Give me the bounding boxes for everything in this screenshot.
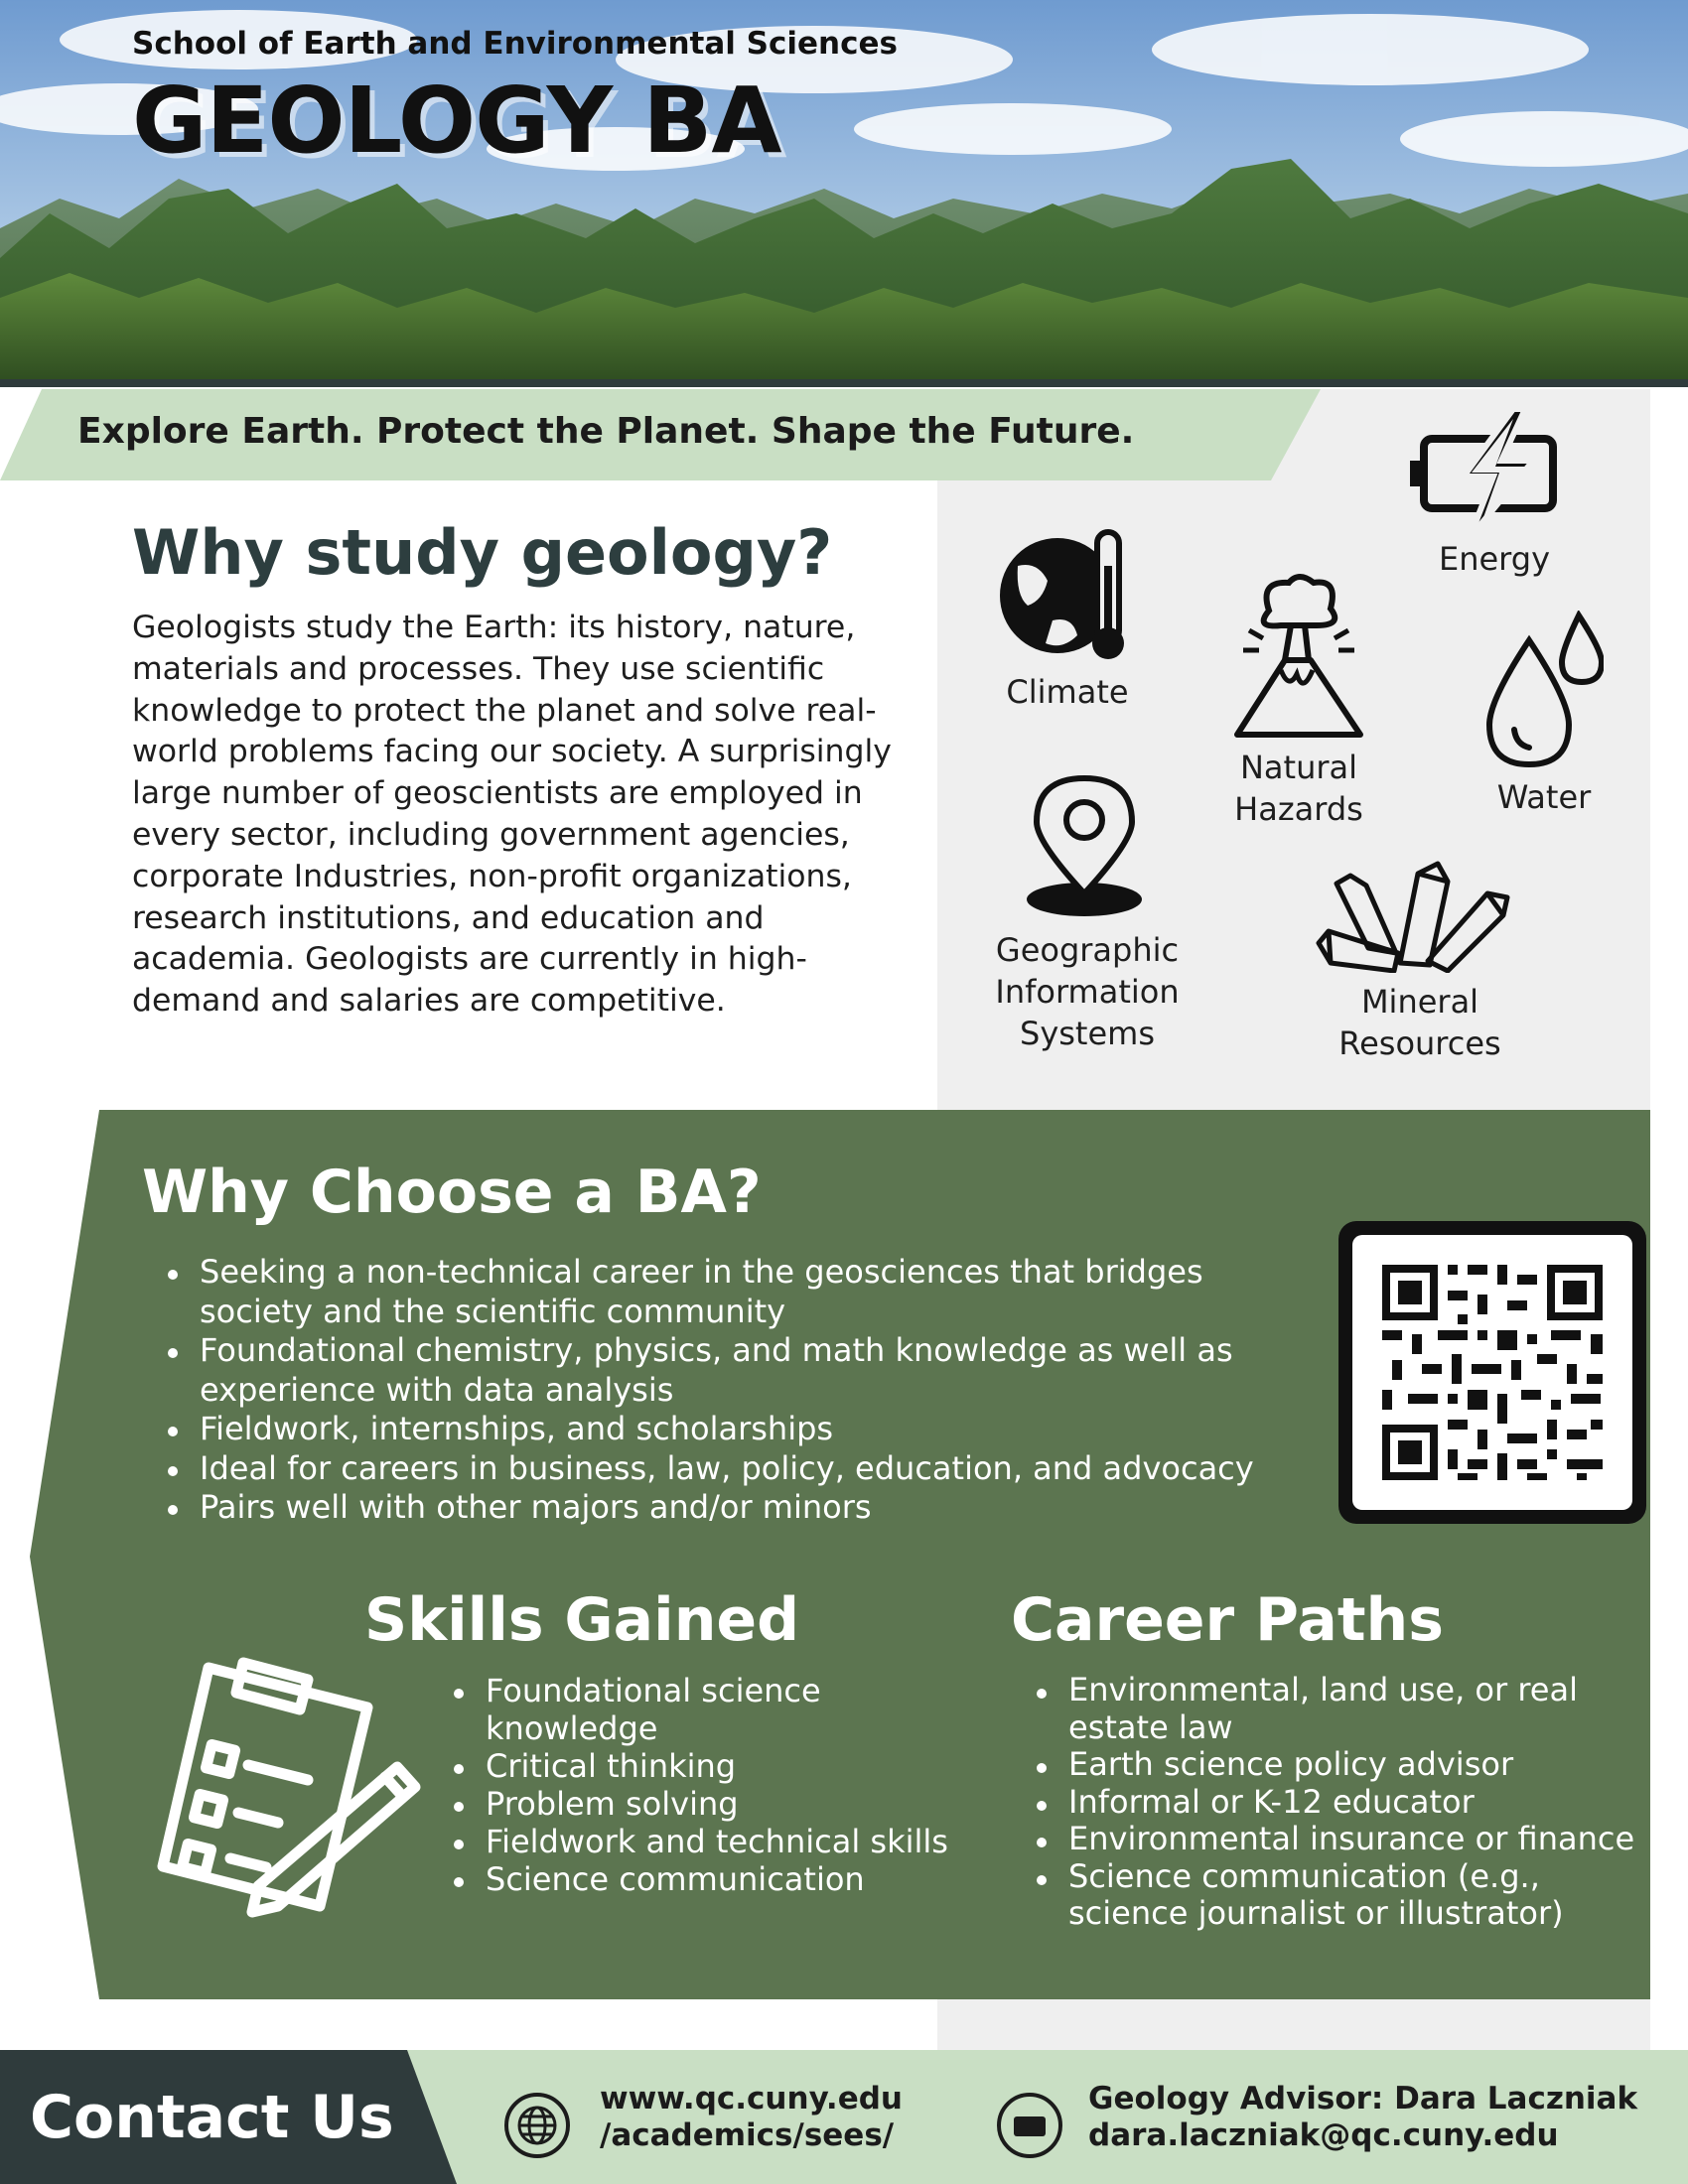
list-item: Environmental, land use, or real estate law bbox=[1031, 1672, 1666, 1746]
list-item: Science communication (e.g., science journalist or illustrator) bbox=[1031, 1858, 1666, 1933]
topic-hazards-line-2: Hazards bbox=[1234, 790, 1363, 828]
why-ba-list bbox=[162, 1253, 1324, 1528]
list-item: Critical thinking bbox=[448, 1747, 964, 1785]
advisor-name: Geology Advisor: Dara Laczniak bbox=[1088, 2081, 1638, 2116]
list-item: Foundational chemistry, physics, and math knowledge as well as experience with data analysis bbox=[162, 1331, 1324, 1410]
email-icon bbox=[997, 2093, 1062, 2158]
topic-mineral-label bbox=[1321, 981, 1519, 1064]
advisor-email[interactable]: dara.laczniak@qc.cuny.edu bbox=[1088, 2117, 1559, 2153]
topic-water-label: Water bbox=[1496, 778, 1592, 816]
list-item: Seeking a non-technical career in the geosciences that bridges society and the scientific community bbox=[162, 1253, 1324, 1331]
list-item: Fieldwork and technical skills bbox=[448, 1823, 964, 1860]
topic-climate-label: Climate bbox=[1006, 673, 1129, 711]
water-drops-icon bbox=[1475, 611, 1604, 769]
why-study-heading: Why study geology? bbox=[132, 516, 833, 589]
topic-gis-label bbox=[978, 929, 1196, 1054]
school-name: School of Earth and Environmental Sciences bbox=[132, 26, 898, 62]
career-heading: Career Paths bbox=[1011, 1585, 1444, 1655]
topic-hazards-label bbox=[1224, 747, 1373, 830]
hero-divider bbox=[0, 379, 1688, 387]
crystals-icon bbox=[1309, 854, 1519, 973]
globe-icon bbox=[504, 2093, 570, 2158]
qr-code[interactable] bbox=[1352, 1235, 1632, 1510]
career-list bbox=[1031, 1672, 1666, 1933]
why-ba-heading: Why Choose a BA? bbox=[142, 1158, 762, 1227]
topic-hazards-line-1: Natural bbox=[1239, 749, 1358, 786]
topic-energy-label: Energy bbox=[1438, 540, 1551, 578]
topic-gis-line-2: Information bbox=[995, 973, 1180, 1011]
tagline: Explore Earth. Protect the Planet. Shape the Future. bbox=[77, 411, 1135, 452]
website-line-1[interactable]: www.qc.cuny.edu bbox=[600, 2081, 903, 2116]
website-link[interactable] bbox=[600, 2081, 917, 2154]
page-title: GEOLOGY BA bbox=[132, 68, 781, 174]
list-item: Ideal for careers in business, law, policy, education, and advocacy bbox=[162, 1449, 1324, 1489]
topic-mineral-line-2: Resources bbox=[1338, 1024, 1501, 1062]
volcano-icon bbox=[1229, 571, 1368, 740]
list-item: Informal or K-12 educator bbox=[1031, 1784, 1666, 1822]
list-item: Foundational science knowledge bbox=[448, 1672, 964, 1747]
topic-gis-line-1: Geographic bbox=[995, 931, 1180, 969]
skills-list bbox=[448, 1672, 964, 1898]
list-item: Environmental insurance or finance bbox=[1031, 1821, 1666, 1858]
topic-gis-line-3: Systems bbox=[1020, 1015, 1155, 1052]
list-item: Problem solving bbox=[448, 1785, 964, 1823]
clipboard-checklist-icon bbox=[149, 1648, 437, 1946]
advisor-contact[interactable] bbox=[1088, 2081, 1644, 2154]
topic-mineral-line-1: Mineral bbox=[1360, 983, 1479, 1021]
list-item: Fieldwork, internships, and scholarships bbox=[162, 1410, 1324, 1449]
why-study-body: Geologists study the Earth: its history, nature, materials and processes. They use scientific knowledge to protect the planet and solve real-world problems facing our society. A surprisingly large number of geoscientists are employed in every sector, including government agencies, corporate Industries, non-profit organizations, research institutions, and education and academia. Geologists are currently in high-demand and salaries are competitive. bbox=[132, 610, 892, 1020]
list-item: Science communication bbox=[448, 1860, 964, 1898]
list-item: Earth science policy advisor bbox=[1031, 1746, 1666, 1784]
battery-lightning-icon bbox=[1402, 409, 1571, 548]
list-item: Pairs well with other majors and/or minors bbox=[162, 1488, 1324, 1528]
map-pin-icon bbox=[1023, 772, 1152, 921]
globe-thermometer-icon bbox=[998, 526, 1137, 665]
contact-heading: Contact Us bbox=[30, 2083, 394, 2152]
skills-heading: Skills Gained bbox=[364, 1585, 800, 1655]
website-line-2[interactable]: /academics/sees/ bbox=[600, 2117, 895, 2153]
